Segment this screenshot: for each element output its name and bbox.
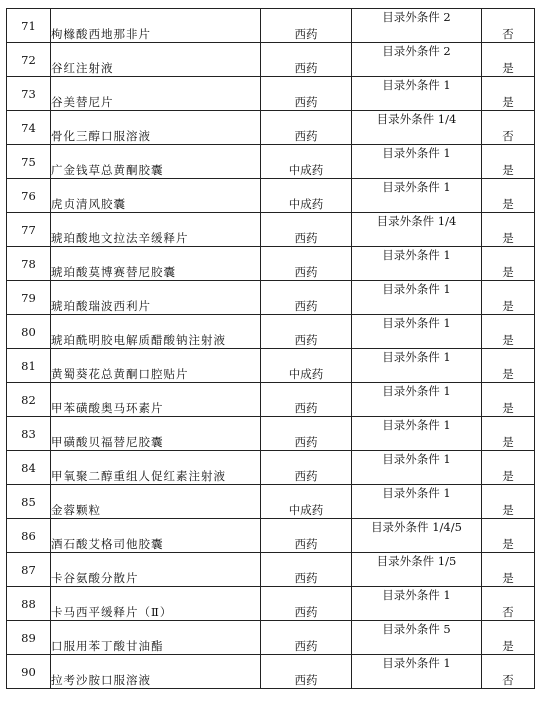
flag-cell: 是 bbox=[482, 553, 535, 587]
table-row bbox=[7, 553, 535, 587]
drug-name-cell: 谷红注射液 bbox=[51, 43, 261, 77]
drug-name-cell: 甲苯磺酸奥马环素片 bbox=[51, 383, 261, 417]
flag-cell: 是 bbox=[482, 77, 535, 111]
condition-cell: 目录外条件 1 bbox=[352, 485, 482, 519]
drug-category-cell: 西药 bbox=[261, 451, 352, 485]
flag-cell: 是 bbox=[482, 281, 535, 315]
drug-name-cell: 口服用苯丁酸甘油酯 bbox=[51, 621, 261, 655]
flag-cell: 否 bbox=[482, 587, 535, 621]
table-body bbox=[7, 9, 535, 689]
drug-category-cell: 西药 bbox=[261, 111, 352, 145]
flag-cell: 否 bbox=[482, 111, 535, 145]
flag-cell: 是 bbox=[482, 315, 535, 349]
row-number-cell: 86 bbox=[7, 519, 51, 553]
drug-name-cell: 虎贞清风胶囊 bbox=[51, 179, 261, 213]
drug-category-cell: 西药 bbox=[261, 553, 352, 587]
row-number-cell: 83 bbox=[7, 417, 51, 451]
row-number-cell: 88 bbox=[7, 587, 51, 621]
drug-list-table bbox=[6, 8, 535, 689]
table-row bbox=[7, 111, 535, 145]
drug-name-cell: 琥珀酸地文拉法辛缓释片 bbox=[51, 213, 261, 247]
row-number-cell: 89 bbox=[7, 621, 51, 655]
flag-cell: 是 bbox=[482, 451, 535, 485]
drug-name-cell: 卡马西平缓释片（Ⅱ） bbox=[51, 587, 261, 621]
condition-cell: 目录外条件 2 bbox=[352, 43, 482, 77]
flag-cell: 是 bbox=[482, 145, 535, 179]
row-number-cell: 78 bbox=[7, 247, 51, 281]
flag-cell: 否 bbox=[482, 655, 535, 689]
drug-name-cell: 金蓉颗粒 bbox=[51, 485, 261, 519]
drug-name-cell: 广金钱草总黄酮胶囊 bbox=[51, 145, 261, 179]
drug-category-cell: 中成药 bbox=[261, 485, 352, 519]
row-number-cell: 74 bbox=[7, 111, 51, 145]
condition-cell: 目录外条件 1 bbox=[352, 451, 482, 485]
flag-cell: 否 bbox=[482, 9, 535, 43]
flag-cell: 是 bbox=[482, 213, 535, 247]
drug-name-cell: 拉考沙胺口服溶液 bbox=[51, 655, 261, 689]
table-row bbox=[7, 77, 535, 111]
condition-cell: 目录外条件 1/4 bbox=[352, 213, 482, 247]
table-row bbox=[7, 587, 535, 621]
drug-category-cell: 西药 bbox=[261, 77, 352, 111]
flag-cell: 是 bbox=[482, 417, 535, 451]
drug-category-cell: 西药 bbox=[261, 655, 352, 689]
table-row bbox=[7, 383, 535, 417]
row-number-cell: 76 bbox=[7, 179, 51, 213]
table-row bbox=[7, 349, 535, 383]
condition-cell: 目录外条件 1 bbox=[352, 315, 482, 349]
flag-cell: 是 bbox=[482, 519, 535, 553]
drug-category-cell: 西药 bbox=[261, 621, 352, 655]
row-number-cell: 71 bbox=[7, 9, 51, 43]
flag-cell: 是 bbox=[482, 383, 535, 417]
table-row bbox=[7, 417, 535, 451]
drug-name-cell: 甲磺酸贝福替尼胶囊 bbox=[51, 417, 261, 451]
drug-name-cell: 琥珀酰明胶电解质醋酸钠注射液 bbox=[51, 315, 261, 349]
table-row bbox=[7, 213, 535, 247]
row-number-cell: 81 bbox=[7, 349, 51, 383]
table-row bbox=[7, 281, 535, 315]
row-number-cell: 73 bbox=[7, 77, 51, 111]
table-row bbox=[7, 9, 535, 43]
drug-category-cell: 西药 bbox=[261, 587, 352, 621]
drug-category-cell: 西药 bbox=[261, 417, 352, 451]
flag-cell: 是 bbox=[482, 349, 535, 383]
drug-category-cell: 中成药 bbox=[261, 179, 352, 213]
drug-category-cell: 西药 bbox=[261, 383, 352, 417]
condition-cell: 目录外条件 1 bbox=[352, 179, 482, 213]
drug-category-cell: 西药 bbox=[261, 519, 352, 553]
drug-category-cell: 西药 bbox=[261, 281, 352, 315]
drug-name-cell: 谷美替尼片 bbox=[51, 77, 261, 111]
drug-name-cell: 琥珀酸莫博赛替尼胶囊 bbox=[51, 247, 261, 281]
table-row bbox=[7, 485, 535, 519]
drug-category-cell: 西药 bbox=[261, 9, 352, 43]
condition-cell: 目录外条件 1/4/5 bbox=[352, 519, 482, 553]
drug-name-cell: 黄蜀葵花总黄酮口腔贴片 bbox=[51, 349, 261, 383]
drug-category-cell: 西药 bbox=[261, 213, 352, 247]
flag-cell: 是 bbox=[482, 247, 535, 281]
condition-cell: 目录外条件 1 bbox=[352, 281, 482, 315]
flag-cell: 是 bbox=[482, 43, 535, 77]
condition-cell: 目录外条件 1 bbox=[352, 349, 482, 383]
condition-cell: 目录外条件 1/5 bbox=[352, 553, 482, 587]
row-number-cell: 72 bbox=[7, 43, 51, 77]
condition-cell: 目录外条件 1 bbox=[352, 417, 482, 451]
drug-category-cell: 西药 bbox=[261, 315, 352, 349]
table-row bbox=[7, 145, 535, 179]
drug-name-cell: 酒石酸艾格司他胶囊 bbox=[51, 519, 261, 553]
table-row bbox=[7, 247, 535, 281]
drug-category-cell: 西药 bbox=[261, 43, 352, 77]
flag-cell: 是 bbox=[482, 621, 535, 655]
row-number-cell: 87 bbox=[7, 553, 51, 587]
drug-name-cell: 卡谷氨酸分散片 bbox=[51, 553, 261, 587]
row-number-cell: 85 bbox=[7, 485, 51, 519]
condition-cell: 目录外条件 1 bbox=[352, 655, 482, 689]
table-row bbox=[7, 179, 535, 213]
drug-category-cell: 中成药 bbox=[261, 349, 352, 383]
table-row bbox=[7, 451, 535, 485]
row-number-cell: 84 bbox=[7, 451, 51, 485]
row-number-cell: 77 bbox=[7, 213, 51, 247]
table-row bbox=[7, 43, 535, 77]
flag-cell: 是 bbox=[482, 179, 535, 213]
drug-name-cell: 琥珀酸瑞波西利片 bbox=[51, 281, 261, 315]
table-row bbox=[7, 315, 535, 349]
row-number-cell: 75 bbox=[7, 145, 51, 179]
flag-cell: 是 bbox=[482, 485, 535, 519]
condition-cell: 目录外条件 1 bbox=[352, 383, 482, 417]
table-row bbox=[7, 621, 535, 655]
drug-name-cell: 甲氧聚二醇重组人促红素注射液 bbox=[51, 451, 261, 485]
row-number-cell: 79 bbox=[7, 281, 51, 315]
table-row bbox=[7, 655, 535, 689]
condition-cell: 目录外条件 5 bbox=[352, 621, 482, 655]
condition-cell: 目录外条件 1 bbox=[352, 587, 482, 621]
condition-cell: 目录外条件 1 bbox=[352, 145, 482, 179]
drug-name-cell: 枸橼酸西地那非片 bbox=[51, 9, 261, 43]
condition-cell: 目录外条件 2 bbox=[352, 9, 482, 43]
drug-category-cell: 中成药 bbox=[261, 145, 352, 179]
condition-cell: 目录外条件 1/4 bbox=[352, 111, 482, 145]
row-number-cell: 80 bbox=[7, 315, 51, 349]
drug-category-cell: 西药 bbox=[261, 247, 352, 281]
drug-name-cell: 骨化三醇口服溶液 bbox=[51, 111, 261, 145]
table-row bbox=[7, 519, 535, 553]
condition-cell: 目录外条件 1 bbox=[352, 247, 482, 281]
row-number-cell: 82 bbox=[7, 383, 51, 417]
condition-cell: 目录外条件 1 bbox=[352, 77, 482, 111]
row-number-cell: 90 bbox=[7, 655, 51, 689]
